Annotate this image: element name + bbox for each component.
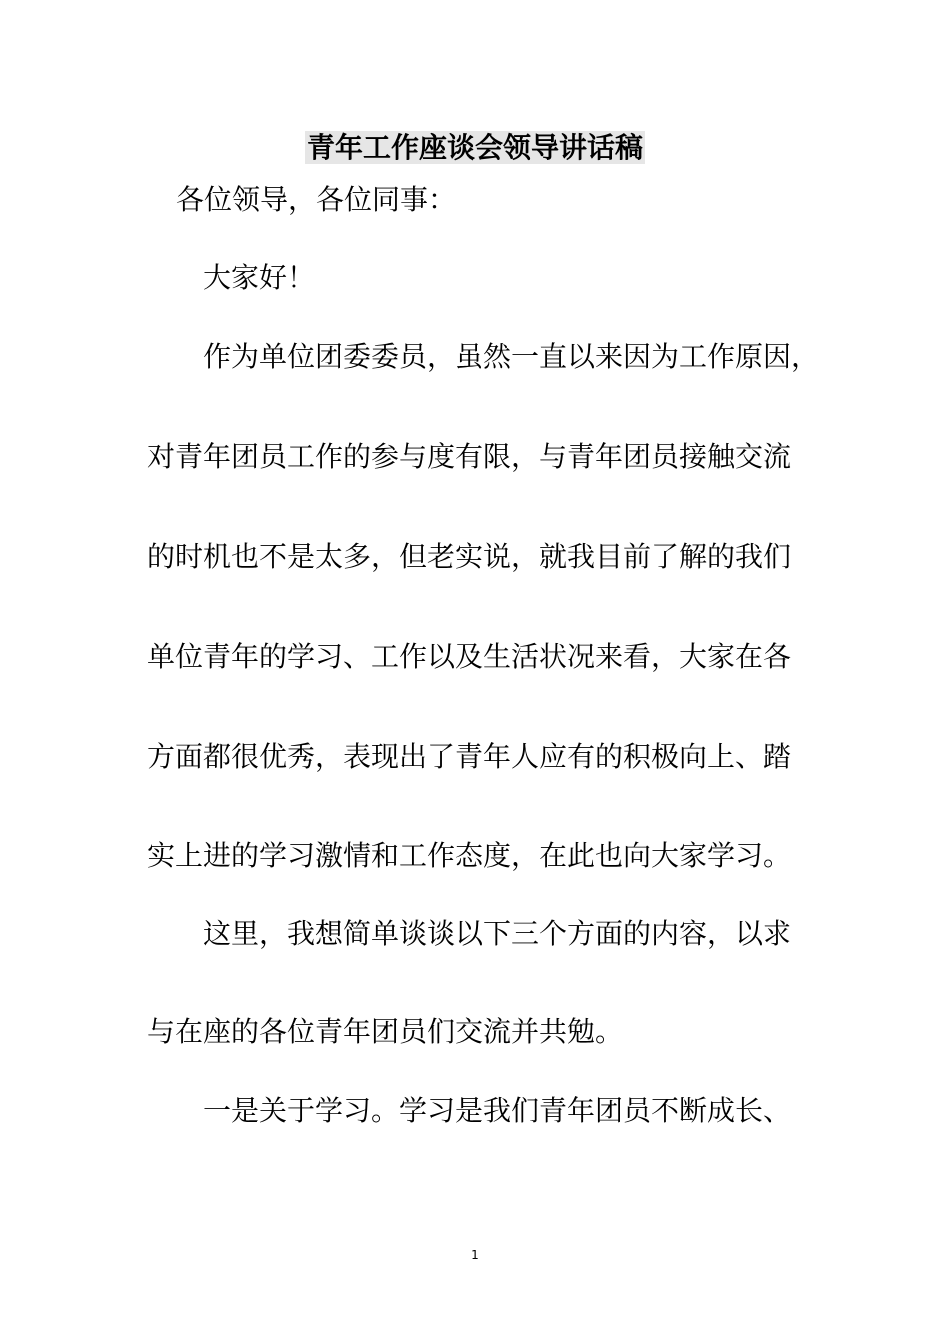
paragraph-1-line-1: 作为单位团委委员，虽然一直以来因为工作原因， [203,340,820,373]
paragraph-2-line-1: 这里，我想简单谈谈以下三个方面的内容，以求 [203,917,792,950]
paragraph-1-line-2: 对青年团员工作的参与度有限，与青年团员接触交流 [147,440,792,473]
greeting-line: 大家好！ [203,261,316,294]
paragraph-1-line-4: 单位青年的学习、工作以及生活状况来看，大家在各 [147,640,792,673]
document-title-text: 青年工作座谈会领导讲话稿 [306,131,643,164]
paragraph-1-line-6: 实上进的学习激情和工作态度，在此也向大家学习。 [147,839,792,872]
salutation-line: 各位领导，各位同事： [176,183,457,216]
document-title [0,130,950,166]
page-number: 1 [471,1248,479,1262]
paragraph-2-line-2: 与在座的各位青年团员们交流并共勉。 [147,1015,624,1048]
paragraph-3-line-1: 一是关于学习。学习是我们青年团员不断成长、 [203,1094,792,1127]
paragraph-1-line-3: 的时机也不是太多，但老实说，就我目前了解的我们 [147,540,792,573]
paragraph-1-line-5: 方面都很优秀，表现出了青年人应有的积极向上、踏 [147,740,792,773]
